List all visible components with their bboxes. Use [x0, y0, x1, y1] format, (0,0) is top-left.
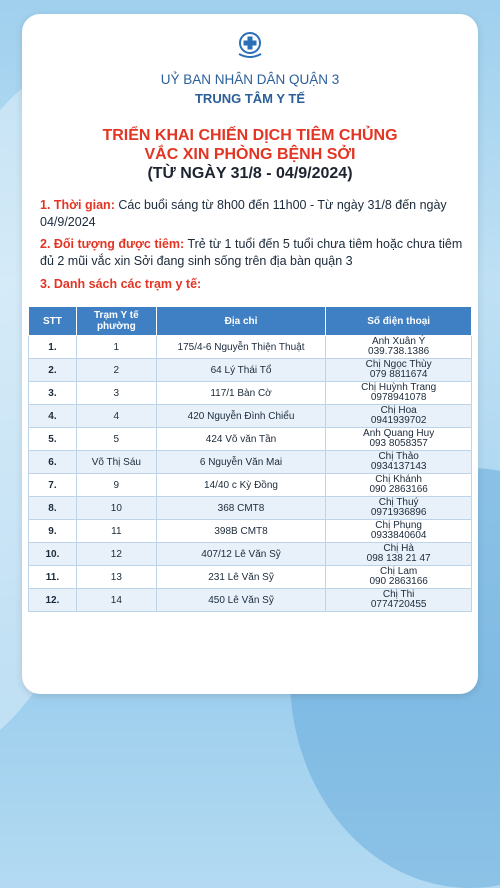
contact-phone: 090 2863166 [369, 484, 428, 495]
cell-stt: 7. [29, 474, 77, 497]
cell-address: 64 Lý Thái Tổ [156, 359, 326, 382]
cell-address: 6 Nguyễn Văn Mai [156, 451, 326, 474]
cell-ward: 11 [76, 520, 156, 543]
cell-stt: 10. [29, 543, 77, 566]
cell-contact [326, 428, 472, 451]
section-target-label: 2. Đối tượng được tiêm: [40, 237, 185, 251]
cell-address: 14/40 c Kỳ Đồng [156, 474, 326, 497]
contact-phone: 090 2863166 [369, 576, 428, 587]
cell-stt: 6. [29, 451, 77, 474]
cell-address: 424 Võ văn Tần [156, 428, 326, 451]
contact-name: Chị Hà [383, 542, 414, 554]
cell-ward: 1 [76, 336, 156, 359]
contact-phone: 098 138 21 47 [366, 553, 431, 564]
contact-name: Chị Phụng [375, 519, 422, 531]
table-row [29, 359, 472, 382]
contact-name: Chị Khánh [375, 473, 422, 485]
contact-name: Chị Thuý [378, 496, 419, 508]
contact-name: Anh Quang Huy [363, 427, 435, 439]
cell-address: 117/1 Bàn Cờ [156, 382, 326, 405]
contact-name: Chị Ngọc Thùy [365, 358, 432, 370]
cell-stt: 2. [29, 359, 77, 382]
header-phone: Số điện thoại [326, 307, 472, 336]
contact-phone: 079 8811674 [369, 369, 428, 380]
cell-ward: 10 [76, 497, 156, 520]
contact-phone: 0971936896 [370, 507, 427, 518]
cell-address: 450 Lê Văn Sỹ [156, 589, 326, 612]
cell-contact [326, 497, 472, 520]
cell-address: 407/12 Lê Văn Sỹ [156, 543, 326, 566]
table-row [29, 474, 472, 497]
table-row [29, 428, 472, 451]
cell-ward: Võ Thị Sáu [76, 451, 156, 474]
cell-stt: 4. [29, 405, 77, 428]
contact-phone: 0934137143 [370, 461, 427, 472]
contact-phone: 0941939702 [370, 415, 427, 426]
contact-name: Anh Xuân Ý [371, 335, 426, 347]
cell-ward: 13 [76, 566, 156, 589]
contact-name: Chị Hoa [380, 404, 417, 416]
cell-ward: 5 [76, 428, 156, 451]
cell-stt: 1. [29, 336, 77, 359]
section-target-text: Trẻ từ 1 tuổi đến 5 tuổi chưa tiêm hoặc chưa tiêm đủ 2 mũi vắc xin Sởi đang sinh sống trên địa bàn quận 3 [40, 237, 463, 268]
table-row [29, 589, 472, 612]
cell-ward: 3 [76, 382, 156, 405]
cell-stt: 12. [29, 589, 77, 612]
section-list [40, 276, 470, 293]
cell-contact [326, 520, 472, 543]
cell-contact [326, 405, 472, 428]
contact-name: Chị Thảo [378, 450, 419, 462]
cell-address: 398B CMT8 [156, 520, 326, 543]
medical-cross-icon [235, 30, 265, 60]
cell-contact [326, 566, 472, 589]
section-list-label: 3. Danh sách các trạm y tế: [40, 277, 202, 291]
center-name: TRUNG TÂM Y TẾ [194, 91, 306, 106]
page-title-line-2: VẮC XIN PHÒNG BỆNH SỞI [144, 146, 356, 163]
org-name: UỶ BAN NHÂN DÂN QUẬN 3 [160, 72, 340, 87]
contact-name: Chị Thi [382, 588, 415, 600]
section-time [40, 197, 470, 231]
page-title-line-1: TRIỂN KHAI CHIẾN DỊCH TIÊM CHỦNG [102, 127, 398, 144]
table-row [29, 336, 472, 359]
contact-name: Chị Huỳnh Trang [361, 381, 437, 393]
contact-phone: 0933840604 [370, 530, 427, 541]
cell-stt: 9. [29, 520, 77, 543]
header-ward: Trạm Y tế phường [76, 307, 156, 336]
cell-ward: 12 [76, 543, 156, 566]
cell-contact [326, 359, 472, 382]
table-row [29, 497, 472, 520]
cell-ward: 4 [76, 405, 156, 428]
contact-phone: 039.738.1386 [368, 346, 430, 357]
contact-phone: 0978941078 [370, 392, 427, 403]
table-row [29, 382, 472, 405]
table-row [29, 405, 472, 428]
header-stt: STT [29, 307, 77, 336]
cell-ward: 2 [76, 359, 156, 382]
cell-stt: 8. [29, 497, 77, 520]
page-title-date-range: (TỪ NGÀY 31/8 - 04/9/2024) [147, 165, 353, 182]
cell-address: 175/4-6 Nguyễn Thiện Thuật [156, 336, 326, 359]
cell-contact [326, 382, 472, 405]
table-row [29, 520, 472, 543]
cell-stt: 3. [29, 382, 77, 405]
health-station-table [28, 306, 472, 612]
cell-address: 368 CMT8 [156, 497, 326, 520]
section-time-text: Các buổi sáng từ 8h00 đến 11h00 - Từ ngày 31/8 đến ngày 04/9/2024 [40, 198, 447, 229]
cell-address: 231 Lê Văn Sỹ [156, 566, 326, 589]
cell-contact [326, 474, 472, 497]
table-row [29, 451, 472, 474]
section-time-label: 1. Thời gian: [40, 198, 115, 212]
contact-phone: 093 8058357 [369, 438, 428, 449]
cell-stt: 11. [29, 566, 77, 589]
cell-ward: 9 [76, 474, 156, 497]
contact-name: Chị Lam [380, 565, 418, 577]
contact-phone: 0774720455 [370, 599, 427, 610]
cell-contact [326, 336, 472, 359]
cell-contact [326, 451, 472, 474]
header-address: Địa chỉ [156, 307, 326, 336]
cell-stt: 5. [29, 428, 77, 451]
table-row [29, 566, 472, 589]
table-row [29, 543, 472, 566]
table-header-row [29, 307, 472, 336]
cell-contact [326, 543, 472, 566]
cell-ward: 14 [76, 589, 156, 612]
cell-contact [326, 589, 472, 612]
cell-address: 420 Nguyễn Đình Chiểu [156, 405, 326, 428]
section-target [40, 236, 470, 270]
